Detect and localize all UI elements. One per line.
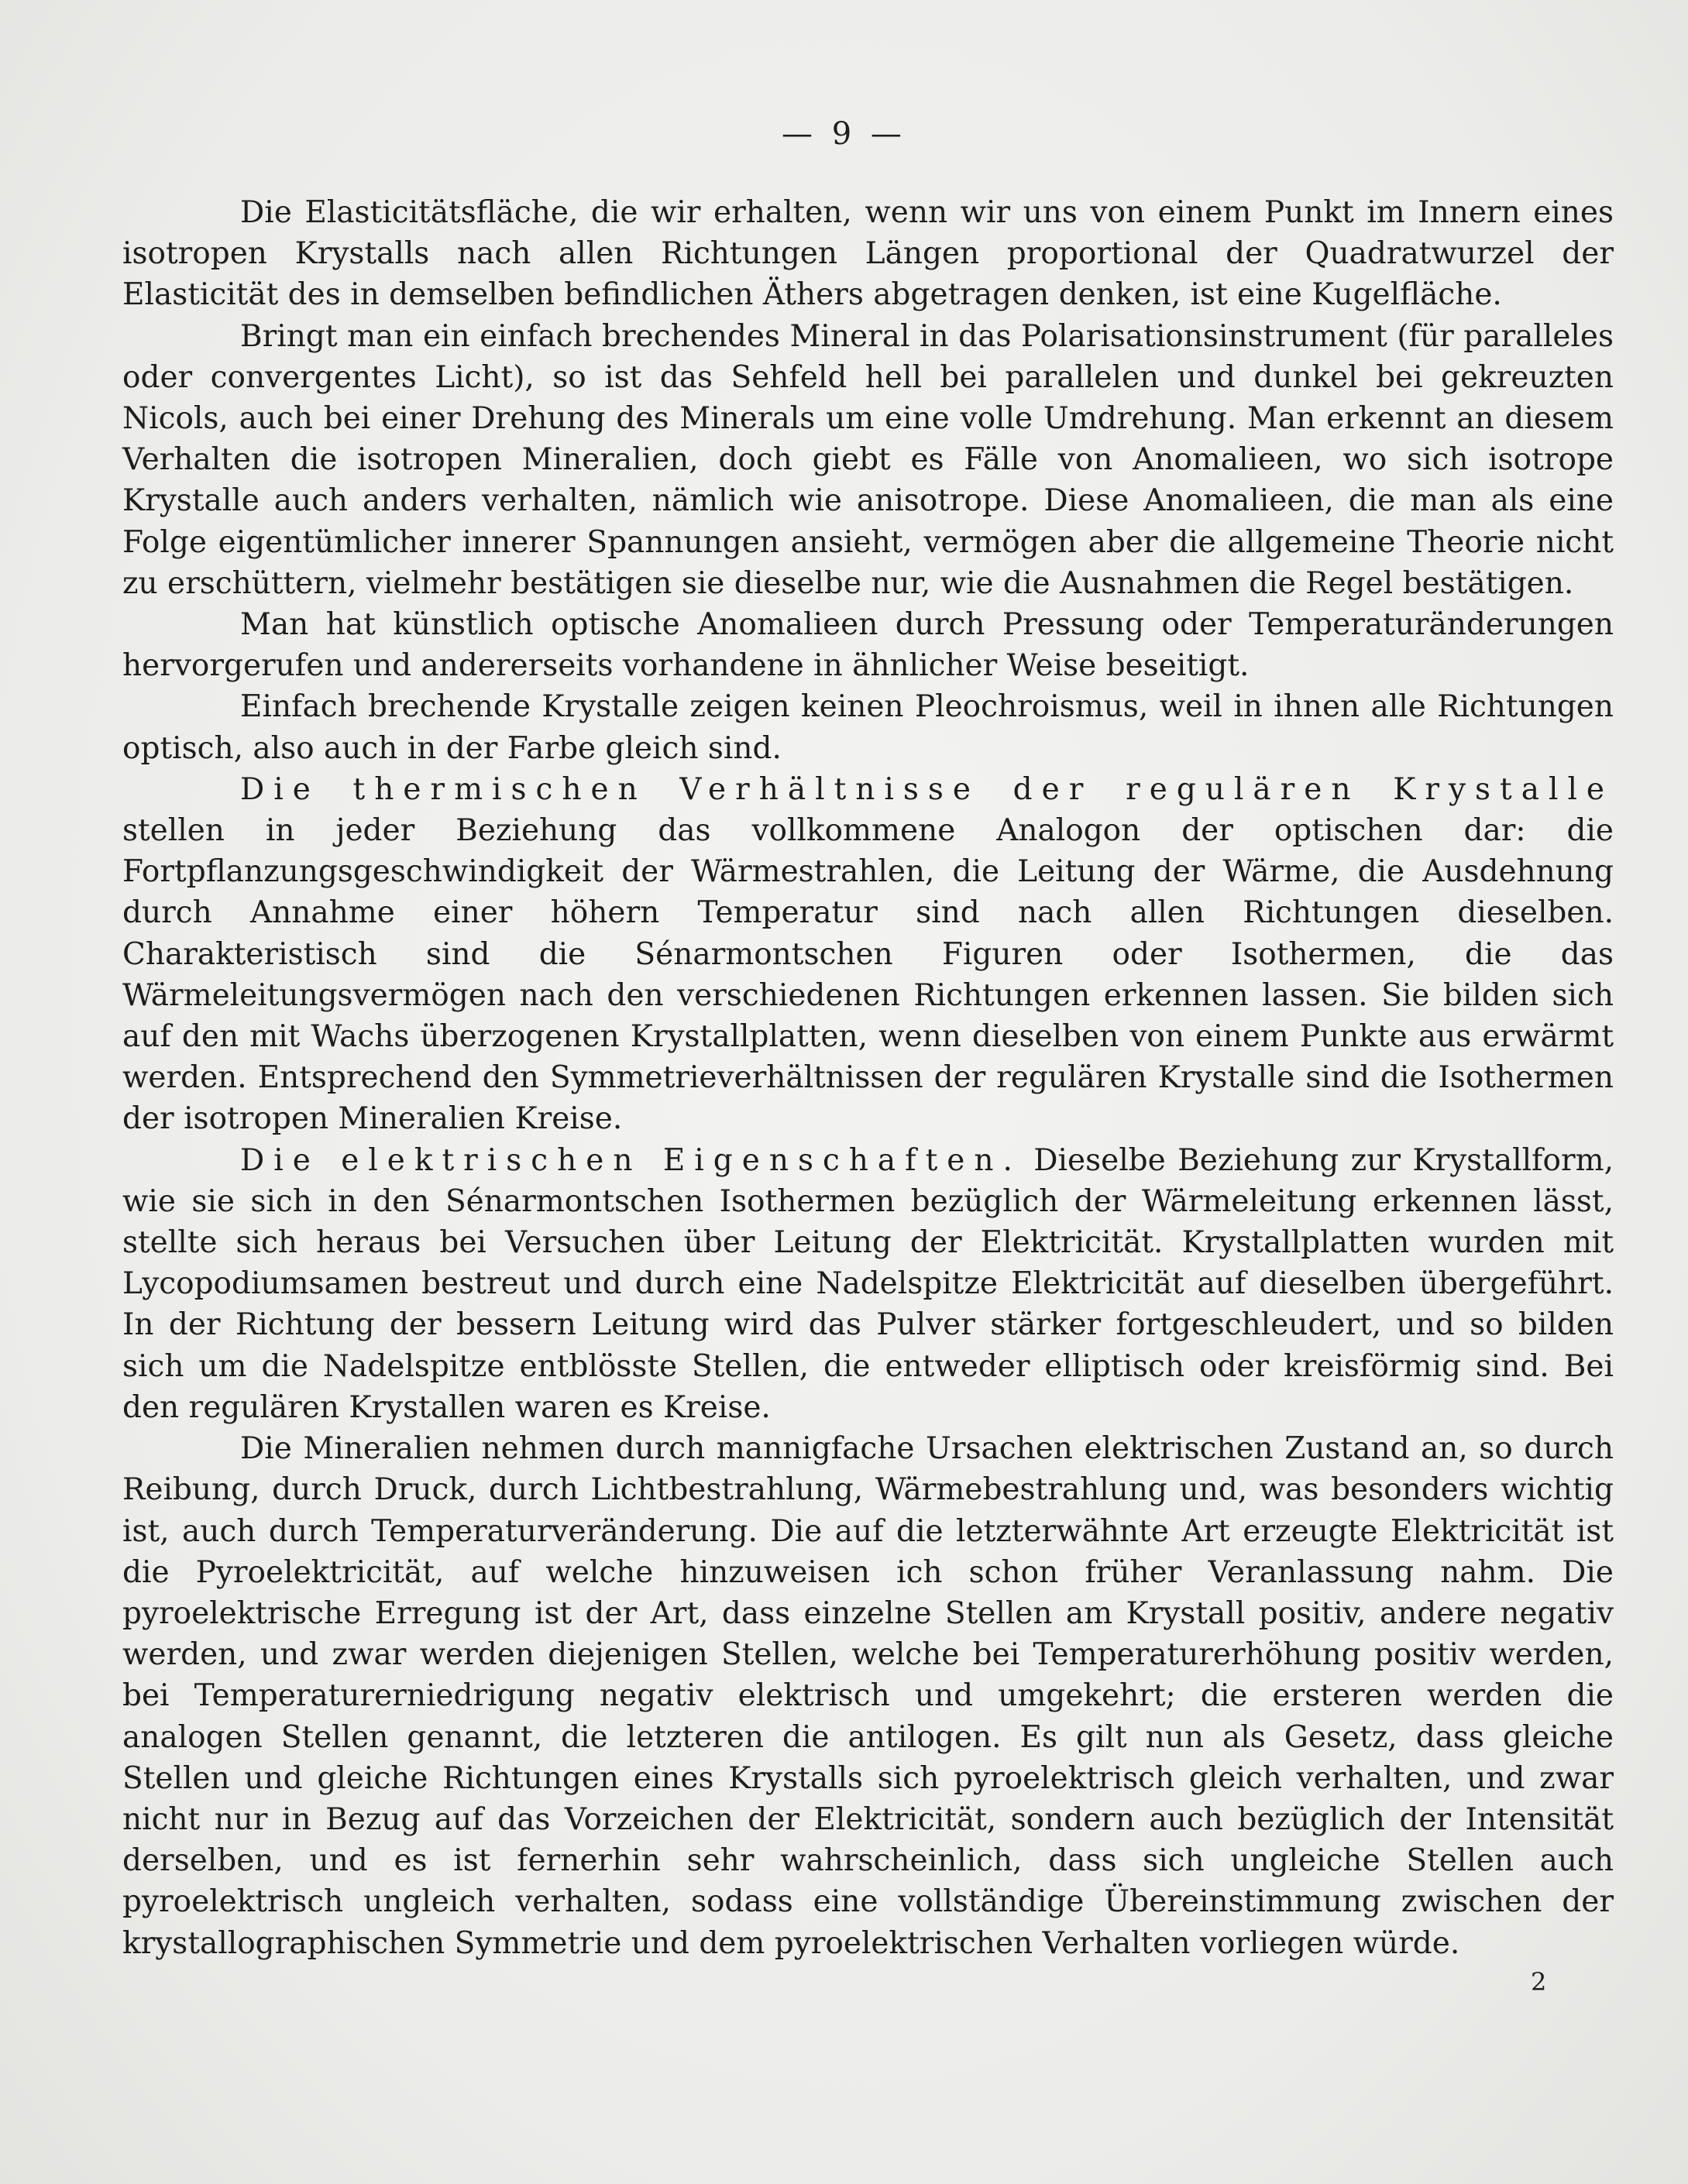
paragraph-thermal bbox=[122, 769, 1614, 1140]
paragraph-polarization bbox=[122, 316, 1614, 604]
paragraph-pyroelectric bbox=[122, 1428, 1614, 1964]
paragraph-pleochroism bbox=[122, 686, 1614, 768]
paragraph-text: Man hat künstlich optische Anomalieen durch Pressung oder Temperaturänderungen hervorgerufen und andererseits vorhandene in ähnlicher Weise beseitigt. bbox=[122, 607, 1614, 684]
section-heading-electric: Die elektrischen Eigenschaften. bbox=[240, 1142, 1022, 1178]
page-number: — 9 — bbox=[782, 116, 906, 152]
paragraph-text: Die Elasticitätsfläche, die wir erhalten, wenn wir uns von einem Punkt im Innern eines isotropen Krystalls nach allen Richtungen Längen proportional der Quadratwurzel der Elasticität des in demselben befindlichen Äthers abgetragen denken, ist eine Kugelfläche. bbox=[122, 195, 1614, 313]
paragraph-text: Einfach brechende Krystalle zeigen keinen Pleochroismus, weil in ihnen alle Richtungen optisch, also auch in der Farbe gleich sind. bbox=[122, 689, 1614, 766]
paragraph-text: Bringt man ein einfach brechendes Mineral in das Polarisationsinstrument (für paralleles oder convergentes Licht), so ist das Sehfeld hell bei parallelen und dunkel bei gekreuzten Nicols, auch bei einer Drehung des Minerals um eine volle Umdrehung. Man erkennt an diesem Verhalten die isotropen Mineralien, doch giebt es Fälle von Anomalieen, wo sich isotrope Krystalle auch anders verhalten, nämlich wie anisotrope. Diese Anomalieen, die man als eine Folge eigentümlicher innerer Spannungen ansieht, vermögen aber die allgemeine Theorie nicht zu erschüttern, vielmehr bestätigen sie dieselbe nur, wie die Ausnahmen die Regel bestätigen. bbox=[122, 318, 1614, 601]
section-heading-thermal: Die thermischen Verhältnisse der regulären Krystalle bbox=[240, 771, 1614, 807]
paragraph-elasticity bbox=[122, 192, 1614, 316]
paragraph-anomalies bbox=[122, 604, 1614, 686]
paragraph-electric bbox=[122, 1140, 1614, 1428]
body-text bbox=[122, 192, 1614, 1964]
signature-mark: 2 bbox=[1531, 1967, 1547, 1997]
paragraph-text: Die Mineralien nehmen durch mannigfache Ursachen elektrischen Zustand an, so durch Reibung, durch Druck, durch Lichtbestrahlung, Wärmebestrahlung und, was besonders wichtig ist, auch durch Temperaturveränderung. Die auf die letzterwähnte Art erzeugte Elektricität ist die Pyroelektricität, auf welche hinzuweisen ich schon früher Veranlassung nahm. Die pyroelektrische Erregung ist der Art, dass einzelne Stellen am Krystall positiv, andere negativ werden, und zwar werden diejenigen Stellen, welche bei Temperaturerhöhung positiv werden, bei Temperaturerniedrigung negativ elektrisch und umgekehrt; die ersteren werden die analogen Stellen genannt, die letzteren die antilogen. Es gilt nun als Gesetz, dass gleiche Stellen und gleiche Richtungen eines Krystalls sich pyroelektrisch gleich verhalten, und zwar nicht nur in Bezug auf das Vorzeichen der Elektricität, sondern auch bezüglich der Intensität derselben, und es ist fernerhin sehr wahrscheinlich, dass sich ungleiche Stellen auch pyroelektrisch ungleich verhalten, sodass eine vollständige Übereinstimmung zwischen der krystallographischen Symmetrie und dem pyroelektrischen Verhalten vorliegen würde. bbox=[122, 1431, 1614, 1961]
paragraph-text: Dieselbe Beziehung zur Krystallform, wie sie sich in den Sénarmontschen Isothermen bezüglich der Wärmeleitung erkennen lässt, stellte sich heraus bei Versuchen über Leitung der Elektricität. Krystallplatten wurden mit Lycopodiumsamen bestreut und durch eine Nadelspitze Elektricität auf dieselben übergeführt. In der Richtung der bessern Leitung wird das Pulver stärker fortgeschleudert, und so bilden sich um die Nadelspitze entblösste Stellen, die entweder elliptisch oder kreisförmig sind. Bei den regulären Krystallen waren es Kreise. bbox=[122, 1142, 1614, 1425]
paragraph-text: stellen in jeder Beziehung das vollkommene Analogon der optischen dar: die Fortpflanzungsgeschwindigkeit der Wärmestrahlen, die Leitung der Wärme, die Ausdehnung durch Annahme einer höhern Temperatur sind nach allen Richtungen dieselben. Charakteristisch sind die Sénarmontschen Figuren oder Isothermen, die das Wärmeleitungsvermögen nach den verschiedenen Richtungen erkennen lassen. Sie bilden sich auf den mit Wachs überzogenen Krystallplatten, wenn dieselben von einem Punkte aus erwärmt werden. Entsprechend den Symmetrieverhältnissen der regulären Krystalle sind die Isothermen der isotropen Mineralien Kreise. bbox=[122, 813, 1614, 1137]
